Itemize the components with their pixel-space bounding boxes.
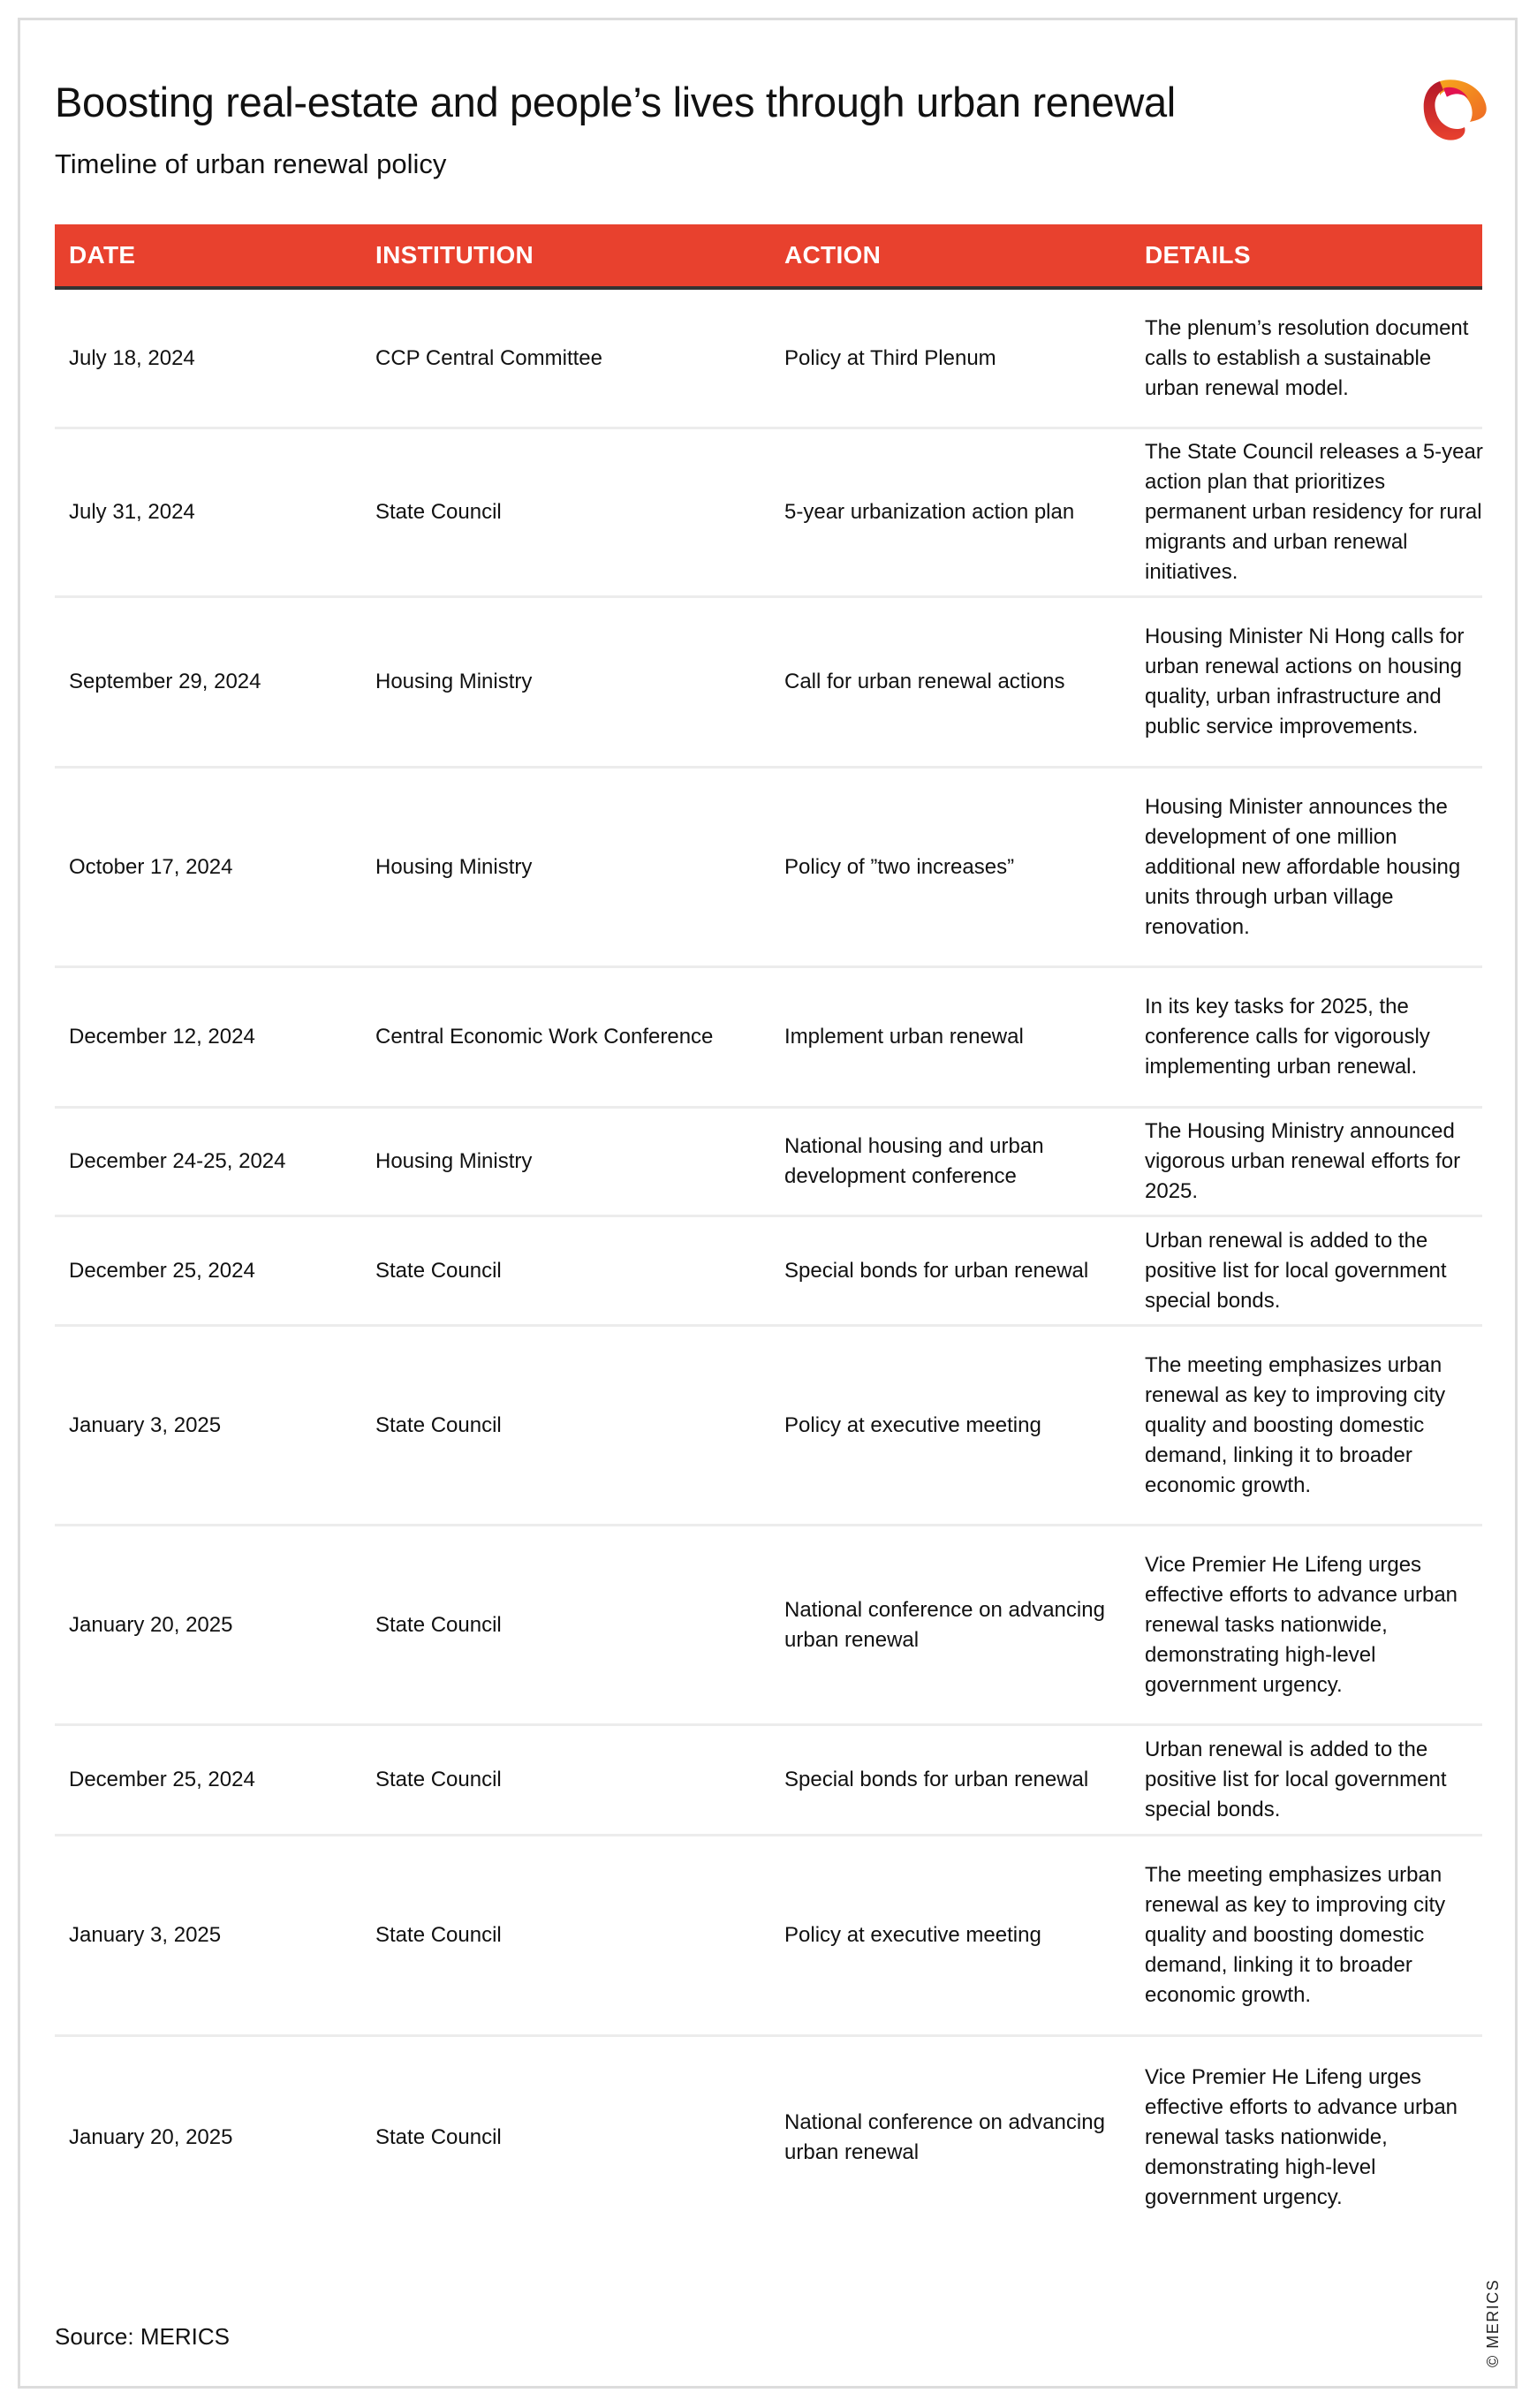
table-row [55,290,1482,429]
cell-action: Policy at executive meeting [784,1923,1041,1947]
table-row [55,1526,1482,1726]
cell-institution: State Council [375,500,502,524]
table-row [55,1109,1482,1217]
cell-date: July 31, 2024 [69,500,195,524]
table-row [55,769,1482,968]
cell-date: January 3, 2025 [69,1412,222,1437]
cell-date: December 12, 2024 [69,1025,255,1049]
column-header-institution: INSTITUTION [375,241,534,269]
cell-action: Implement urban renewal [784,1025,1024,1049]
cell-date: January 20, 2025 [69,1612,233,1637]
column-header-date: DATE [69,241,136,269]
cell-institution: State Council [375,1923,502,1947]
cell-institution: State Council [375,1258,502,1283]
cell-action: Policy at Third Plenum [784,345,996,370]
cell-action: Policy at executive meeting [784,1412,1041,1437]
cell-action: Call for urban renewal actions [784,670,1065,693]
table-row [55,2037,1482,2238]
cell-institution: State Council [375,1412,502,1437]
cell-institution: Housing Ministry [375,1149,533,1173]
table-row [55,598,1482,769]
cell-date: September 29, 2024 [69,670,261,693]
source-note: Source: MERICS [55,2323,230,2350]
policy-timeline-table [55,224,1482,2238]
column-header-action: ACTION [784,241,882,269]
cell-date: July 18, 2024 [69,345,195,370]
cell-details: The meeting emphasizes urban renewal as key to improving city quality and boosting domestic demand, linking it to broader economic growth. [1145,1352,1446,1497]
table-row [55,1217,1482,1327]
cell-details: The plenum’s resolution document calls to establish a sustainable urban renewal model. [1145,315,1469,400]
cell-details: Vice Premier He Lifeng urges effective efforts to advance urban renewal tasks nationwide, demonstrating high-level government urgency. [1145,1552,1458,1697]
cell-institution: Housing Ministry [375,670,533,693]
copyright-note: © MERICS [1484,2278,1502,2367]
cell-action: Special bonds for urban renewal [784,1258,1089,1283]
table-row [55,968,1482,1109]
cell-action: National conference on advancing urban renewal [784,2110,1105,2164]
cell-details: The State Council releases a 5-year action plan that prioritizes permanent urban residency for rural migrants and urban renewal initiatives. [1145,440,1483,584]
cell-date: December 25, 2024 [69,1258,255,1283]
cell-date: January 3, 2025 [69,1923,222,1947]
cell-institution: State Council [375,2125,502,2149]
cell-details: Housing Minister announces the development of one million additional new affordable housing units through urban village renovation. [1145,794,1461,939]
page-title: Boosting real-estate and people’s lives through urban renewal [55,79,1176,125]
table-header-row [55,224,1482,290]
cell-institution: State Council [375,1612,502,1637]
cell-date: January 20, 2025 [69,2125,233,2149]
cell-institution: Central Economic Work Conference [375,1025,714,1049]
cell-details: Urban renewal is added to the positive list for local government special bonds. [1145,1738,1447,1821]
page-subtitle: Timeline of urban renewal policy [55,148,447,179]
cell-action: Special bonds for urban renewal [784,1768,1089,1791]
table-row [55,1836,1482,2037]
table-row [55,429,1482,598]
cell-details: Housing Minister Ni Hong calls for urban renewal actions on housing quality, urban infrastructure and public service improvements. [1145,625,1465,738]
table-row [55,1327,1482,1526]
cell-action: 5-year urbanization action plan [784,500,1075,524]
table-row [55,1726,1482,1836]
cell-action: Policy of ”two increases” [784,854,1015,879]
cell-action: National housing and urban development conference [784,1134,1044,1188]
column-header-details: DETAILS [1145,241,1251,269]
cell-details: The Housing Ministry announced vigorous urban renewal efforts for 2025. [1145,1119,1461,1203]
cell-action: National conference on advancing urban renewal [784,1597,1105,1652]
cell-institution: CCP Central Committee [375,345,602,370]
cell-date: December 24-25, 2024 [69,1149,286,1173]
cell-date: December 25, 2024 [69,1768,255,1791]
cell-details: Urban renewal is added to the positive list for local government special bonds. [1145,1228,1447,1313]
cell-institution: State Council [375,1768,502,1791]
cell-details: In its key tasks for 2025, the conference calls for vigorously implementing urban renewal. [1145,995,1430,1079]
cell-institution: Housing Ministry [375,854,533,879]
cell-details: The meeting emphasizes urban renewal as key to improving city quality and boosting domestic demand, linking it to broader economic growth. [1145,1863,1446,2007]
merics-logo-icon [1413,78,1488,148]
cell-date: October 17, 2024 [69,854,233,879]
cell-details: Vice Premier He Lifeng urges effective efforts to advance urban renewal tasks nationwide, demonstrating high-level government urgency. [1145,2065,1458,2209]
